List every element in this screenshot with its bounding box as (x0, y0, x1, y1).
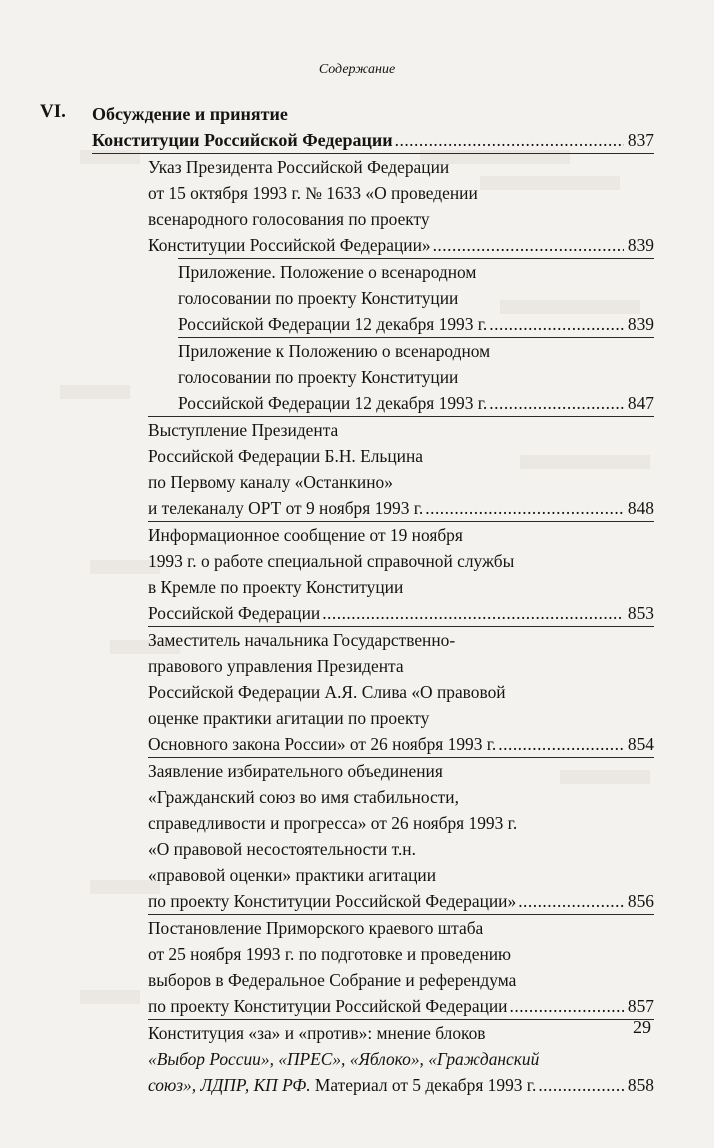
leader-dots (425, 495, 624, 521)
leader-dots (489, 311, 624, 337)
toc-entry[interactable] (148, 154, 654, 258)
entry-line (148, 1072, 536, 1098)
page-ref: 856 (627, 891, 654, 911)
toc-entry-appendix[interactable] (178, 338, 654, 416)
entry-line: Заместитель начальника Государственно- (148, 630, 456, 650)
entry-line: от 15 октября 1993 г. № 1633 «О проведении (148, 183, 478, 203)
entry-line: Указ Президента Российской Федерации (148, 157, 450, 177)
entry-line: Российской Федерации А.Я. Слива «О правовой (148, 682, 506, 702)
section-number: VI. (40, 101, 66, 122)
leader-dots (498, 731, 624, 757)
page-ref: 858 (627, 1075, 654, 1095)
toc-entry[interactable] (148, 627, 654, 757)
entry-line: и телеканалу ОРТ от 9 ноября 1993 г. (148, 498, 424, 518)
leader-dots (489, 390, 624, 416)
page-ref: 847 (627, 393, 654, 413)
entry-line: Конституции Российской Федерации» (148, 235, 431, 255)
entry-line: голосовании по проекту Конституции (178, 288, 459, 308)
entry-line: Российской Федерации 12 декабря 1993 г. (178, 393, 488, 413)
toc-entry[interactable] (148, 1020, 654, 1098)
entry-line: Приложение к Положению о всенародном (178, 341, 491, 361)
entry-line: Информационное сообщение от 19 ноября (148, 525, 463, 545)
section-heading[interactable] (92, 101, 654, 153)
entry-line: правового управления Президента (148, 656, 404, 676)
entry-line: по проекту Конституции Российской Федерации (148, 996, 508, 1016)
toc-entry[interactable] (148, 417, 654, 521)
entry-line: выборов в Федеральное Собрание и референдума (148, 970, 517, 990)
entry-fragment: Материал от 5 декабря 1993 г. (310, 1075, 537, 1095)
entry-line: по проекту Конституции Российской Федерации» (148, 891, 517, 911)
entry-line: Конституция «за» и «против»: мнение блоков (148, 1023, 486, 1043)
entry-line: от 25 ноября 1993 г. по подготовке и проведению (148, 944, 512, 964)
entry-line: голосовании по проекту Конституции (178, 367, 459, 387)
entry-line: 1993 г. о работе специальной справочной службы (148, 551, 515, 571)
entry-line: Заявление избирательного объединения (148, 761, 443, 781)
entry-line: в Кремле по проекту Конституции (148, 577, 404, 597)
leader-dots (433, 232, 624, 258)
toc-entry-appendix[interactable] (178, 259, 654, 337)
entry-line: Выступление Президента (148, 420, 339, 440)
leader-dots (395, 127, 624, 153)
entry-line: Приложение. Положение о всенародном (178, 262, 477, 282)
entry-line: по Первому каналу «Останкино» (148, 472, 393, 492)
entry-line: Российской Федерации Б.Н. Ельцина (148, 446, 423, 466)
entry-line: Постановление Приморского краевого штаба (148, 918, 484, 938)
toc-entry[interactable] (148, 915, 654, 1019)
entry-line: «Гражданский союз во имя стабильности, (148, 787, 459, 807)
entry-line: оценке практики агитации по проекту (148, 708, 430, 728)
entry-line: «правовой оценки» практики агитации (148, 865, 437, 885)
page-ref: 854 (627, 734, 654, 754)
page-ref: 839 (627, 314, 654, 334)
page-ref: 848 (627, 498, 654, 518)
leader-dots (518, 888, 624, 914)
entry-line-italic: «Выбор России», «ПРЕС», «Яблоко», «Гражданский (148, 1049, 540, 1069)
entry-line: «О правовой несостоятельности т.н. (148, 839, 416, 859)
entry-line: всенародного голосования по проекту (148, 209, 430, 229)
section-title-line1: Обсуждение и принятие (92, 104, 288, 124)
page-ref: 839 (627, 235, 654, 255)
leader-dots (322, 600, 624, 626)
running-header: Содержание (318, 62, 396, 77)
leader-dots (510, 993, 624, 1019)
entry-line: справедливости и прогресса» от 26 ноября 1993 г. (148, 813, 518, 833)
entry-italic-fragment: союз», ЛДПР, КП РФ. (148, 1075, 311, 1095)
page-ref: 857 (627, 996, 654, 1016)
toc-entry[interactable] (148, 522, 654, 626)
section-title-line2: Конституции Российской Федерации (92, 130, 393, 150)
entry-line: Российской Федерации 12 декабря 1993 г. (178, 314, 488, 334)
page-ref: 853 (627, 603, 654, 623)
page-number: 29 (633, 1017, 651, 1037)
leader-dots (538, 1072, 624, 1098)
page-ref: 837 (627, 130, 654, 150)
table-of-contents (92, 101, 654, 1098)
entry-line: Российской Федерации (148, 603, 321, 623)
entry-line: Основного закона России» от 26 ноября 1993 г. (148, 734, 497, 754)
toc-entry[interactable] (148, 758, 654, 914)
